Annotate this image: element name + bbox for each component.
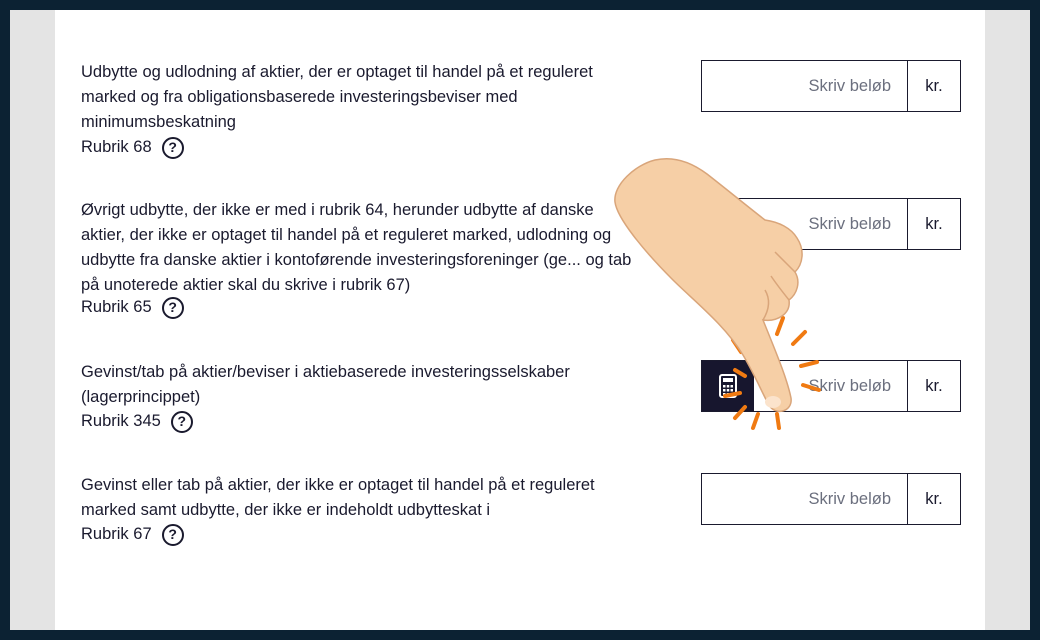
amount-field: [701, 60, 961, 112]
question-circle-icon[interactable]: ?: [162, 297, 184, 319]
rubrik-number: Rubrik 67: [81, 525, 152, 543]
field-description: Gevinst/tab på aktier/beviser i aktiebaserede investeringsselskaber (lagerprincippet): [81, 363, 570, 406]
rubrik-label: [81, 522, 184, 547]
screenshot-frame: [10, 10, 1030, 630]
currency-unit: kr.: [907, 61, 960, 111]
currency-unit: kr.: [907, 199, 960, 249]
question-circle-icon[interactable]: ?: [171, 411, 193, 433]
amount-input[interactable]: [702, 474, 907, 524]
rubrik-label: [81, 295, 184, 320]
field-description: Udbytte og udlodning af aktier, der er optaget til handel på et reguleret marked og fra obligationsbaserede investeringsbeviser med minimumsbeskatning: [81, 63, 593, 131]
field-description: Gevinst eller tab på aktier, der ikke er optaget til handel på et reguleret marked samt udbytte, der ikke er indeholdt udbytteskat i: [81, 476, 595, 519]
pointing-hand-icon: [595, 140, 845, 440]
rubrik-number: Rubrik 345: [81, 412, 161, 430]
question-circle-icon[interactable]: ?: [162, 524, 184, 546]
form-card: [55, 10, 985, 630]
rubrik-label: [81, 409, 193, 434]
currency-unit: kr.: [907, 474, 960, 524]
question-circle-icon[interactable]: ?: [162, 137, 184, 159]
field-description: Øvrigt udbytte, der ikke er med i rubrik 64, herunder udbytte af danske aktier, der ikke er optaget til handel på et reguleret marked, udlodning og udbytte fra danske aktier i kontoførende investeringsforeninger (ge... og tab på unoterede aktier skal du skrive i rubrik 67): [81, 201, 632, 294]
currency-unit: kr.: [907, 361, 960, 411]
amount-input[interactable]: [702, 61, 907, 111]
amount-field: [701, 473, 961, 525]
rubrik-number: Rubrik 68: [81, 138, 152, 156]
rubrik-number: Rubrik 65: [81, 298, 152, 316]
rubrik-label: [81, 135, 184, 160]
